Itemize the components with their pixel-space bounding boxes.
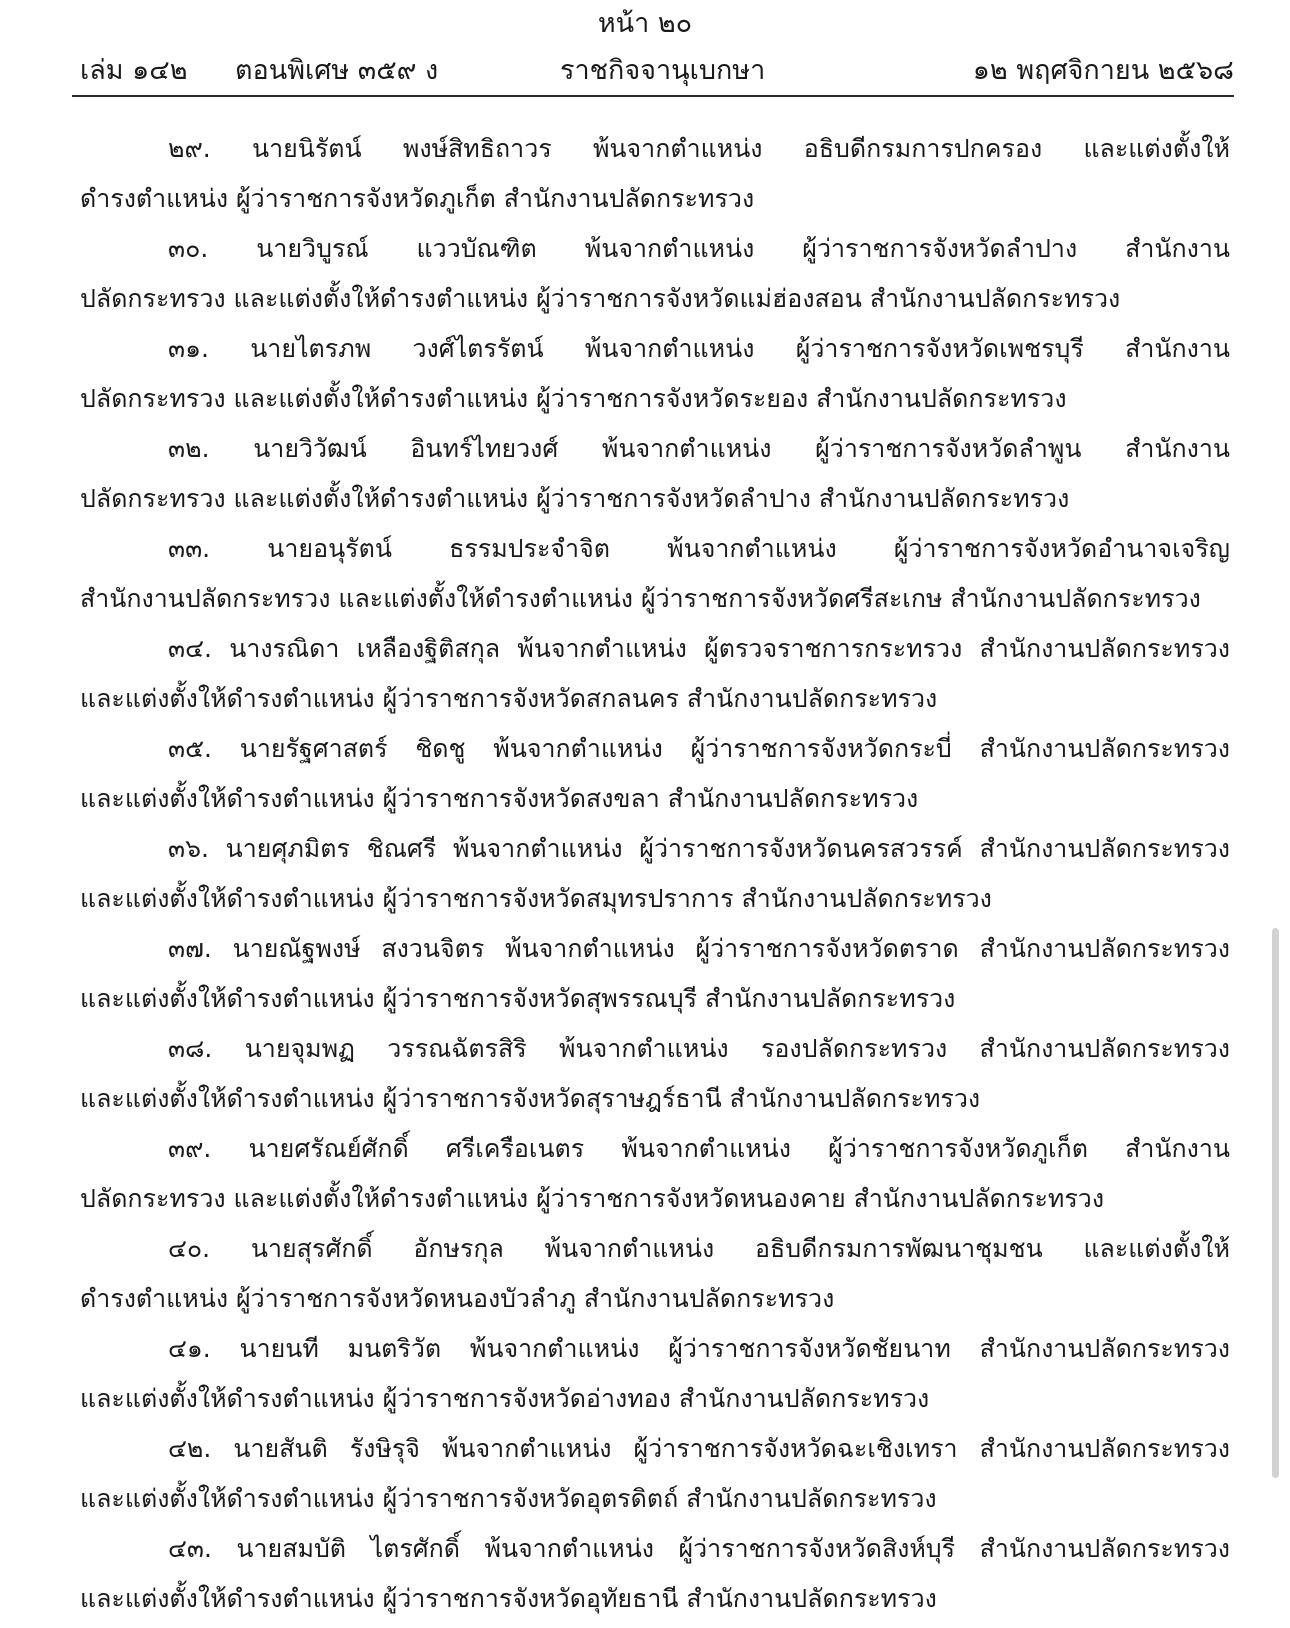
entry-continuation-line: และแต่งตั้งให้ดำรงตำแหน่ง ผู้ว่าราชการจังหวัดสมุทรปราการ สำนักงานปลัดกระทรวง	[80, 884, 992, 913]
appointment-entry-31	[80, 324, 1230, 424]
entry-first-line: ๔๑. นายนที มนตริวัต พ้นจากตำแหน่ง ผู้ว่าราชการจังหวัดชัยนาท สำนักงานปลัดกระทรวง	[168, 1334, 1230, 1363]
publication-title: ราชกิจจานุเบกษา	[560, 55, 766, 86]
appointment-entry-40	[80, 1224, 1230, 1324]
entry-continuation-line: ปลัดกระทรวง และแต่งตั้งให้ดำรงตำแหน่ง ผู้ว่าราชการจังหวัดแม่ฮ่องสอน สำนักงานปลัดกระทรวง	[80, 284, 1121, 313]
appointment-entry-41	[80, 1324, 1230, 1424]
gazette-header	[80, 50, 1234, 92]
entry-first-line: ๓๕. นายรัฐศาสตร์ ชิดชู พ้นจากตำแหน่ง ผู้ว่าราชการจังหวัดกระบี่ สำนักงานปลัดกระทรวง	[168, 734, 1230, 763]
entry-continuation-line: ปลัดกระทรวง และแต่งตั้งให้ดำรงตำแหน่ง ผู้ว่าราชการจังหวัดหนองคาย สำนักงานปลัดกระทรวง	[80, 1184, 1105, 1213]
appointment-entry-33	[80, 524, 1230, 624]
appointment-list	[80, 124, 1230, 1624]
entry-continuation-line: และแต่งตั้งให้ดำรงตำแหน่ง ผู้ว่าราชการจังหวัดอุตรดิตถ์ สำนักงานปลัดกระทรวง	[80, 1484, 937, 1513]
entry-first-line: ๓๙. นายศรัณย์ศักดิ์ ศรีเครือเนตร พ้นจากตำแหน่ง ผู้ว่าราชการจังหวัดภูเก็ต สำนักงาน	[168, 1134, 1230, 1163]
entry-first-line: ๓๔. นางรณิดา เหลืองฐิติสกุล พ้นจากตำแหน่ง ผู้ตรวจราชการกระทรวง สำนักงานปลัดกระทรวง	[168, 634, 1230, 663]
appointment-entry-35	[80, 724, 1230, 824]
appointment-entry-38	[80, 1024, 1230, 1124]
appointment-entry-37	[80, 924, 1230, 1024]
publication-date: ๑๒ พฤศจิกายน ๒๕๖๘	[972, 55, 1234, 86]
entry-first-line: ๒๙. นายนิรัตน์ พงษ์สิทธิถาวร พ้นจากตำแหน่ง อธิบดีกรมการปกครอง และแต่งตั้งให้	[168, 134, 1230, 163]
entry-first-line: ๔๓. นายสมบัติ ไตรศักดิ์ พ้นจากตำแหน่ง ผู้ว่าราชการจังหวัดสิงห์บุรี สำนักงานปลัดกระทรวง	[168, 1534, 1230, 1563]
appointment-entry-34	[80, 624, 1230, 724]
entry-continuation-line: ดำรงตำแหน่ง ผู้ว่าราชการจังหวัดภูเก็ต สำนักงานปลัดกระทรวง	[80, 184, 755, 213]
entry-continuation-line: และแต่งตั้งให้ดำรงตำแหน่ง ผู้ว่าราชการจังหวัดสงขลา สำนักงานปลัดกระทรวง	[80, 784, 919, 813]
entry-continuation-line: และแต่งตั้งให้ดำรงตำแหน่ง ผู้ว่าราชการจังหวัดสุราษฎร์ธานี สำนักงานปลัดกระทรวง	[80, 1084, 981, 1113]
entry-first-line: ๔๐. นายสุรศักดิ์ อักษรกุล พ้นจากตำแหน่ง อธิบดีกรมการพัฒนาชุมชน และแต่งตั้งให้	[168, 1234, 1230, 1263]
entry-first-line: ๓๐. นายวิบูรณ์ แววบัณฑิต พ้นจากตำแหน่ง ผู้ว่าราชการจังหวัดลำปาง สำนักงาน	[168, 234, 1230, 263]
appointment-entry-36	[80, 824, 1230, 924]
appointment-entry-32	[80, 424, 1230, 524]
header-divider	[72, 95, 1234, 97]
issue-label: ตอนพิเศษ ๓๕๙ ง	[235, 55, 439, 86]
entry-continuation-line: และแต่งตั้งให้ดำรงตำแหน่ง ผู้ว่าราชการจังหวัดอุทัยธานี สำนักงานปลัดกระทรวง	[80, 1584, 937, 1613]
entry-first-line: ๓๗. นายณัฐพงษ์ สงวนจิตร พ้นจากตำแหน่ง ผู้ว่าราชการจังหวัดตราด สำนักงานปลัดกระทรวง	[168, 934, 1230, 963]
entry-first-line: ๔๒. นายสันติ รังษิรุจิ พ้นจากตำแหน่ง ผู้ว่าราชการจังหวัดฉะเชิงเทรา สำนักงานปลัดกระทรวง	[168, 1434, 1230, 1463]
entry-first-line: ๓๓. นายอนุรัตน์ ธรรมประจำจิต พ้นจากตำแหน่ง ผู้ว่าราชการจังหวัดอำนาจเจริญ	[168, 534, 1230, 563]
appointment-entry-30	[80, 224, 1230, 324]
page-number: หน้า ๒๐	[597, 8, 693, 39]
volume-label: เล่ม ๑๔๒	[80, 55, 188, 86]
entry-continuation-line: สำนักงานปลัดกระทรวง และแต่งตั้งให้ดำรงตำแหน่ง ผู้ว่าราชการจังหวัดศรีสะเกษ สำนักงานปลัดกระทรวง	[80, 584, 1201, 613]
entry-first-line: ๓๘. นายจุมพฏ วรรณฉัตรสิริ พ้นจากตำแหน่ง รองปลัดกระทรวง สำนักงานปลัดกระทรวง	[168, 1034, 1230, 1063]
entry-continuation-line: และแต่งตั้งให้ดำรงตำแหน่ง ผู้ว่าราชการจังหวัดสุพรรณบุรี สำนักงานปลัดกระทรวง	[80, 984, 956, 1013]
appointment-entry-43	[80, 1524, 1230, 1624]
entry-continuation-line: และแต่งตั้งให้ดำรงตำแหน่ง ผู้ว่าราชการจังหวัดอ่างทอง สำนักงานปลัดกระทรวง	[80, 1384, 930, 1413]
entry-first-line: ๓๖. นายศุภมิตร ชิณศรี พ้นจากตำแหน่ง ผู้ว่าราชการจังหวัดนครสวรรค์ สำนักงานปลัดกระทรวง	[168, 834, 1230, 863]
entry-continuation-line: ปลัดกระทรวง และแต่งตั้งให้ดำรงตำแหน่ง ผู้ว่าราชการจังหวัดระยอง สำนักงานปลัดกระทรวง	[80, 384, 1067, 413]
scrollbar-thumb[interactable]	[1272, 928, 1279, 1478]
entry-continuation-line: ปลัดกระทรวง และแต่งตั้งให้ดำรงตำแหน่ง ผู้ว่าราชการจังหวัดลำปาง สำนักงานปลัดกระทรวง	[80, 484, 1070, 513]
entry-first-line: ๓๒. นายวิวัฒน์ อินทร์ไทยวงศ์ พ้นจากตำแหน่ง ผู้ว่าราชการจังหวัดลำพูน สำนักงาน	[168, 434, 1230, 463]
entry-first-line: ๓๑. นายไตรภพ วงศ์ไตรรัตน์ พ้นจากตำแหน่ง ผู้ว่าราชการจังหวัดเพชรบุรี สำนักงาน	[168, 334, 1230, 363]
appointment-entry-42	[80, 1424, 1230, 1524]
entry-continuation-line: ดำรงตำแหน่ง ผู้ว่าราชการจังหวัดหนองบัวลำภู สำนักงานปลัดกระทรวง	[80, 1284, 835, 1313]
appointment-entry-29	[80, 124, 1230, 224]
appointment-entry-39	[80, 1124, 1230, 1224]
entry-continuation-line: และแต่งตั้งให้ดำรงตำแหน่ง ผู้ว่าราชการจังหวัดสกลนคร สำนักงานปลัดกระทรวง	[80, 684, 938, 713]
